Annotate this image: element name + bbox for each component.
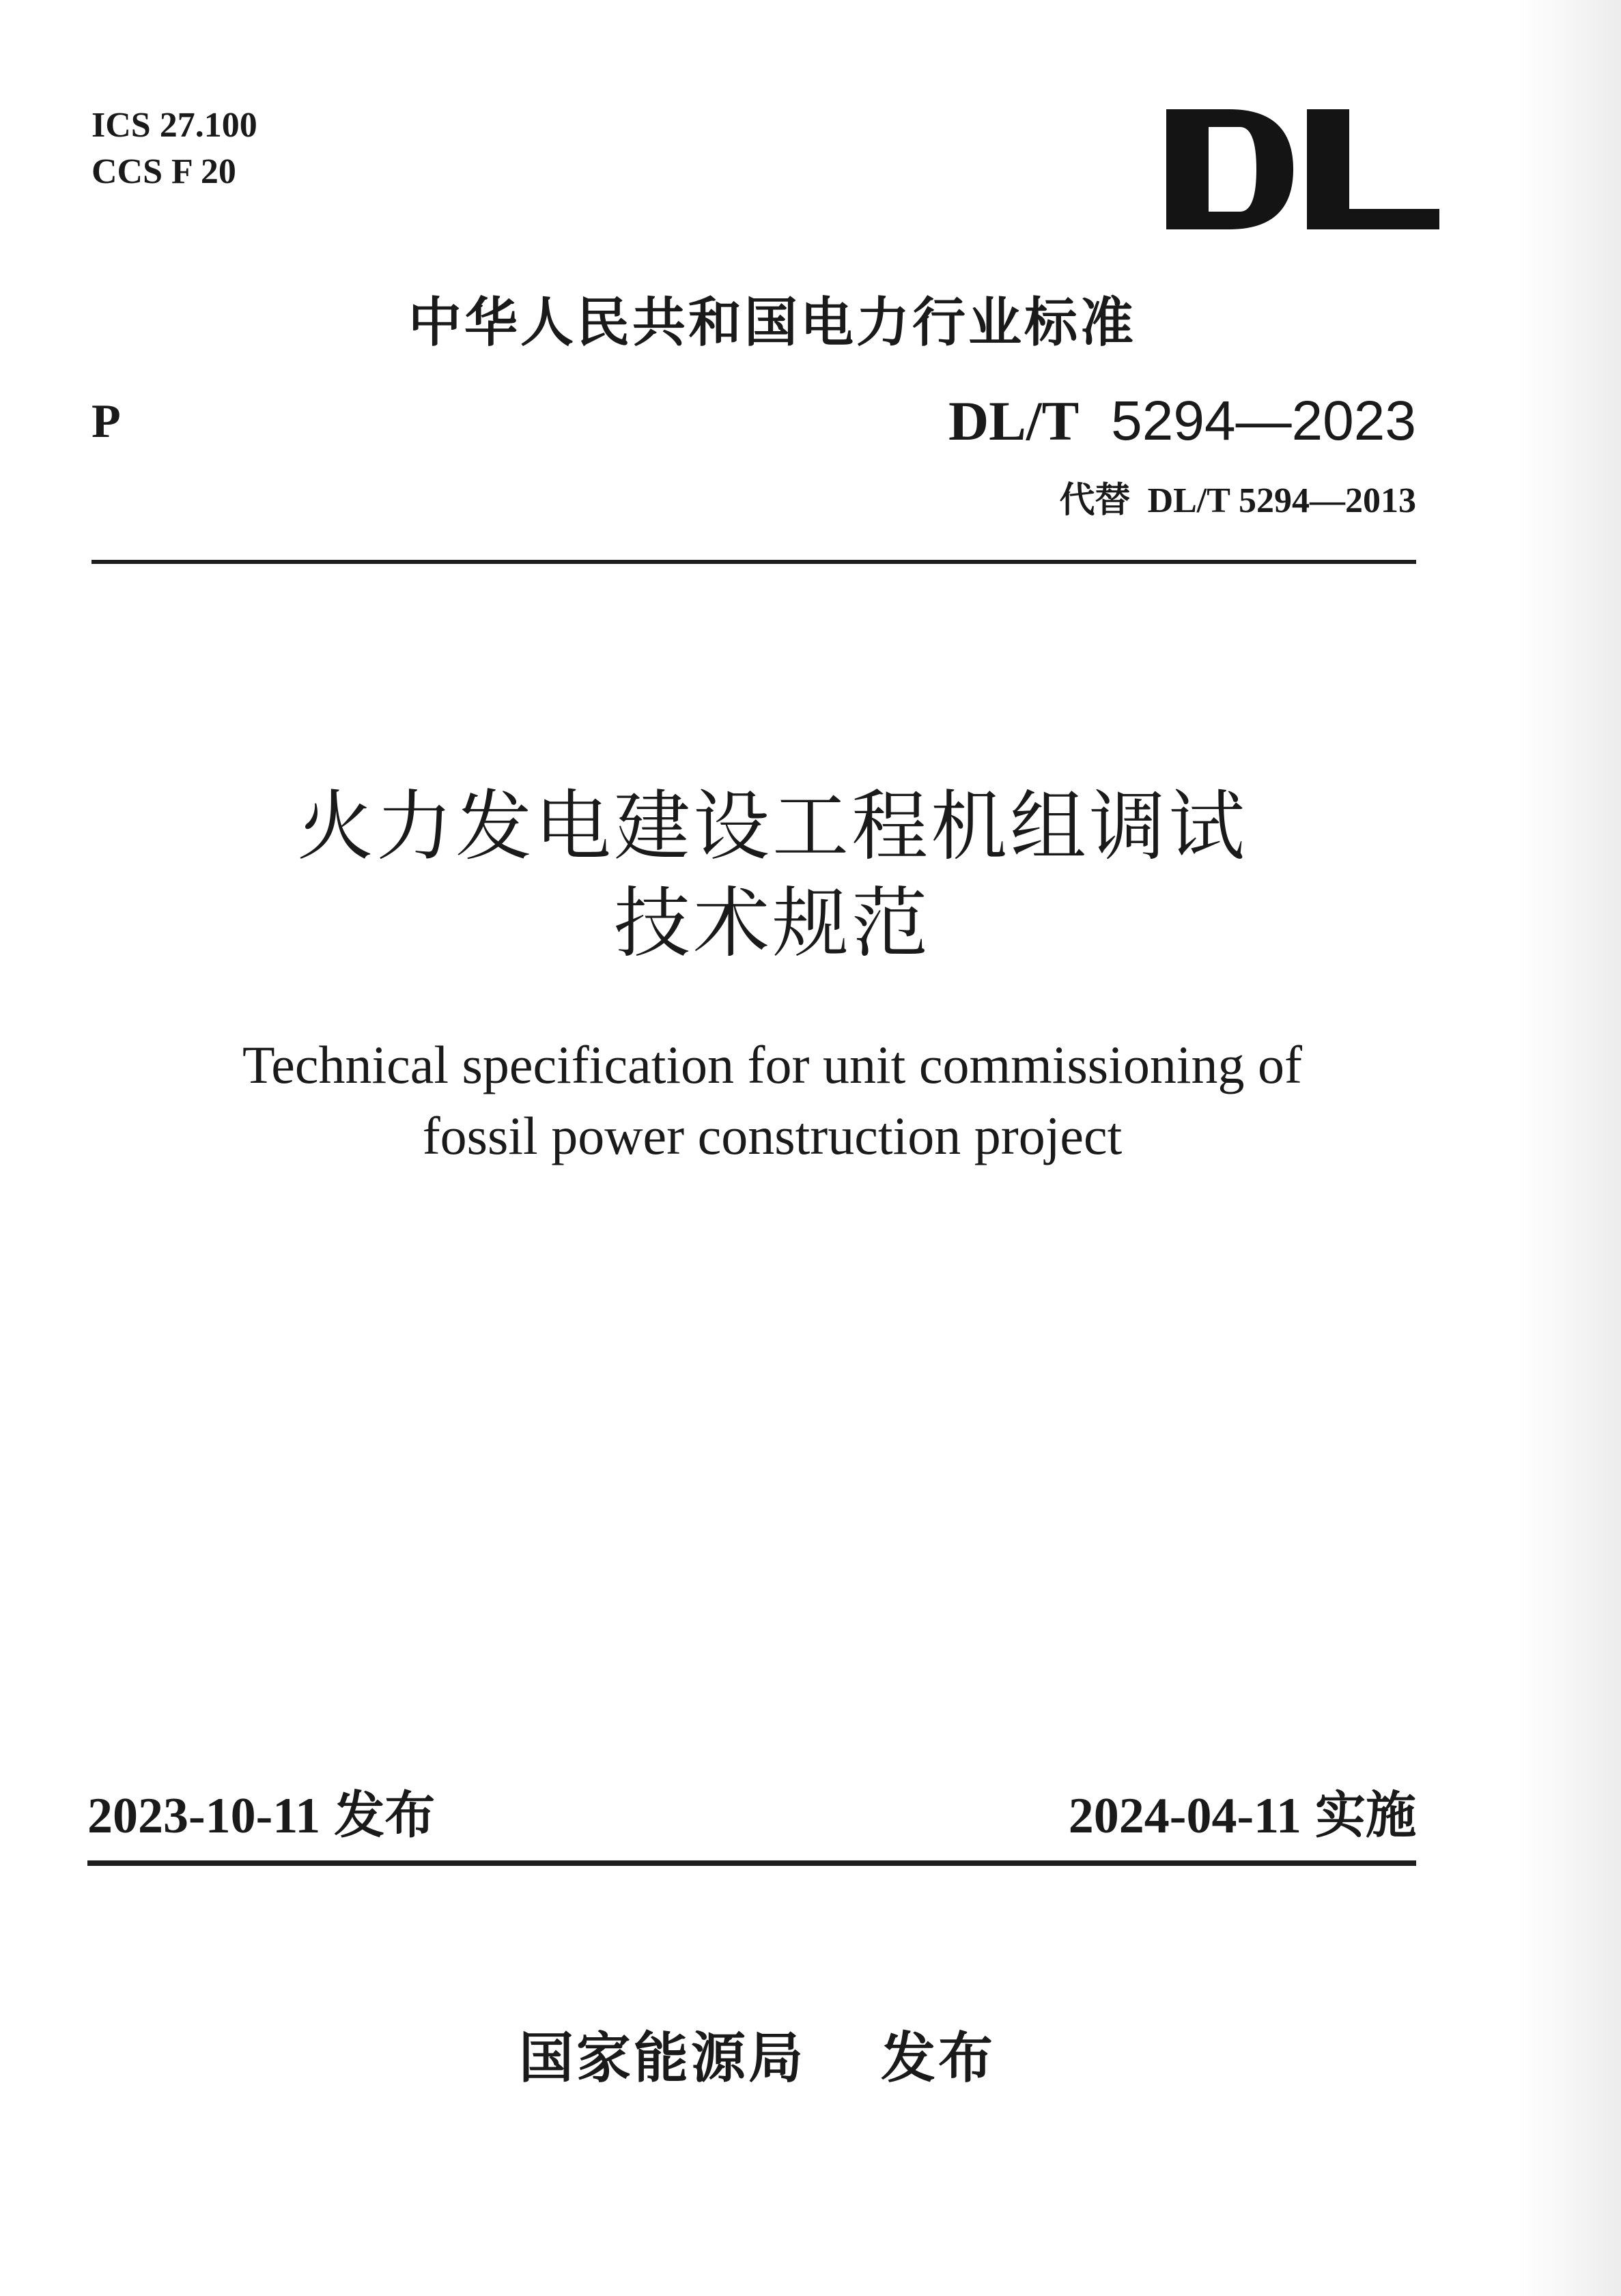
title-cn-line2: 技术规范	[614, 879, 931, 968]
document-title-cn	[0, 778, 1545, 972]
title-en-line1: Technical specification for unit commissioning of	[242, 1035, 1302, 1094]
document-title-en	[0, 1030, 1545, 1172]
issue-date-line	[87, 1775, 435, 1847]
classification-codes	[91, 102, 257, 195]
publisher-line	[519, 2014, 996, 2093]
dl-logo	[1166, 109, 1439, 229]
standard-number-value: 5294—2023	[1111, 390, 1416, 452]
implementation-label: 实施	[1315, 1786, 1416, 1845]
issue-date: 2023-10-11	[87, 1788, 321, 1844]
standard-category: P	[91, 395, 121, 448]
replaces-code: DL/T 5294—2013	[1147, 481, 1416, 520]
header-divider	[91, 560, 1416, 564]
ccs-code: CCS F 20	[91, 152, 236, 191]
replaces-line	[1060, 471, 1416, 522]
title-en-line2: fossil power construction project	[422, 1106, 1123, 1165]
standard-type-title: 中华人民共和国电力行业标准	[408, 292, 1136, 354]
ics-code: ICS 27.100	[91, 106, 257, 145]
publisher-name: 国家能源局	[519, 2026, 806, 2090]
replaces-label: 代替	[1059, 480, 1131, 521]
implementation-date: 2024-04-11	[1068, 1788, 1301, 1844]
standard-number	[948, 389, 1416, 453]
publish-action: 发布	[881, 2026, 996, 2090]
implementation-date-line	[1069, 1775, 1416, 1847]
issue-label: 发布	[334, 1786, 436, 1845]
standard-code: DL/T	[948, 390, 1080, 452]
title-cn-line1: 火力发电建设工程机组调试	[297, 782, 1248, 871]
footer-divider	[87, 1860, 1416, 1866]
